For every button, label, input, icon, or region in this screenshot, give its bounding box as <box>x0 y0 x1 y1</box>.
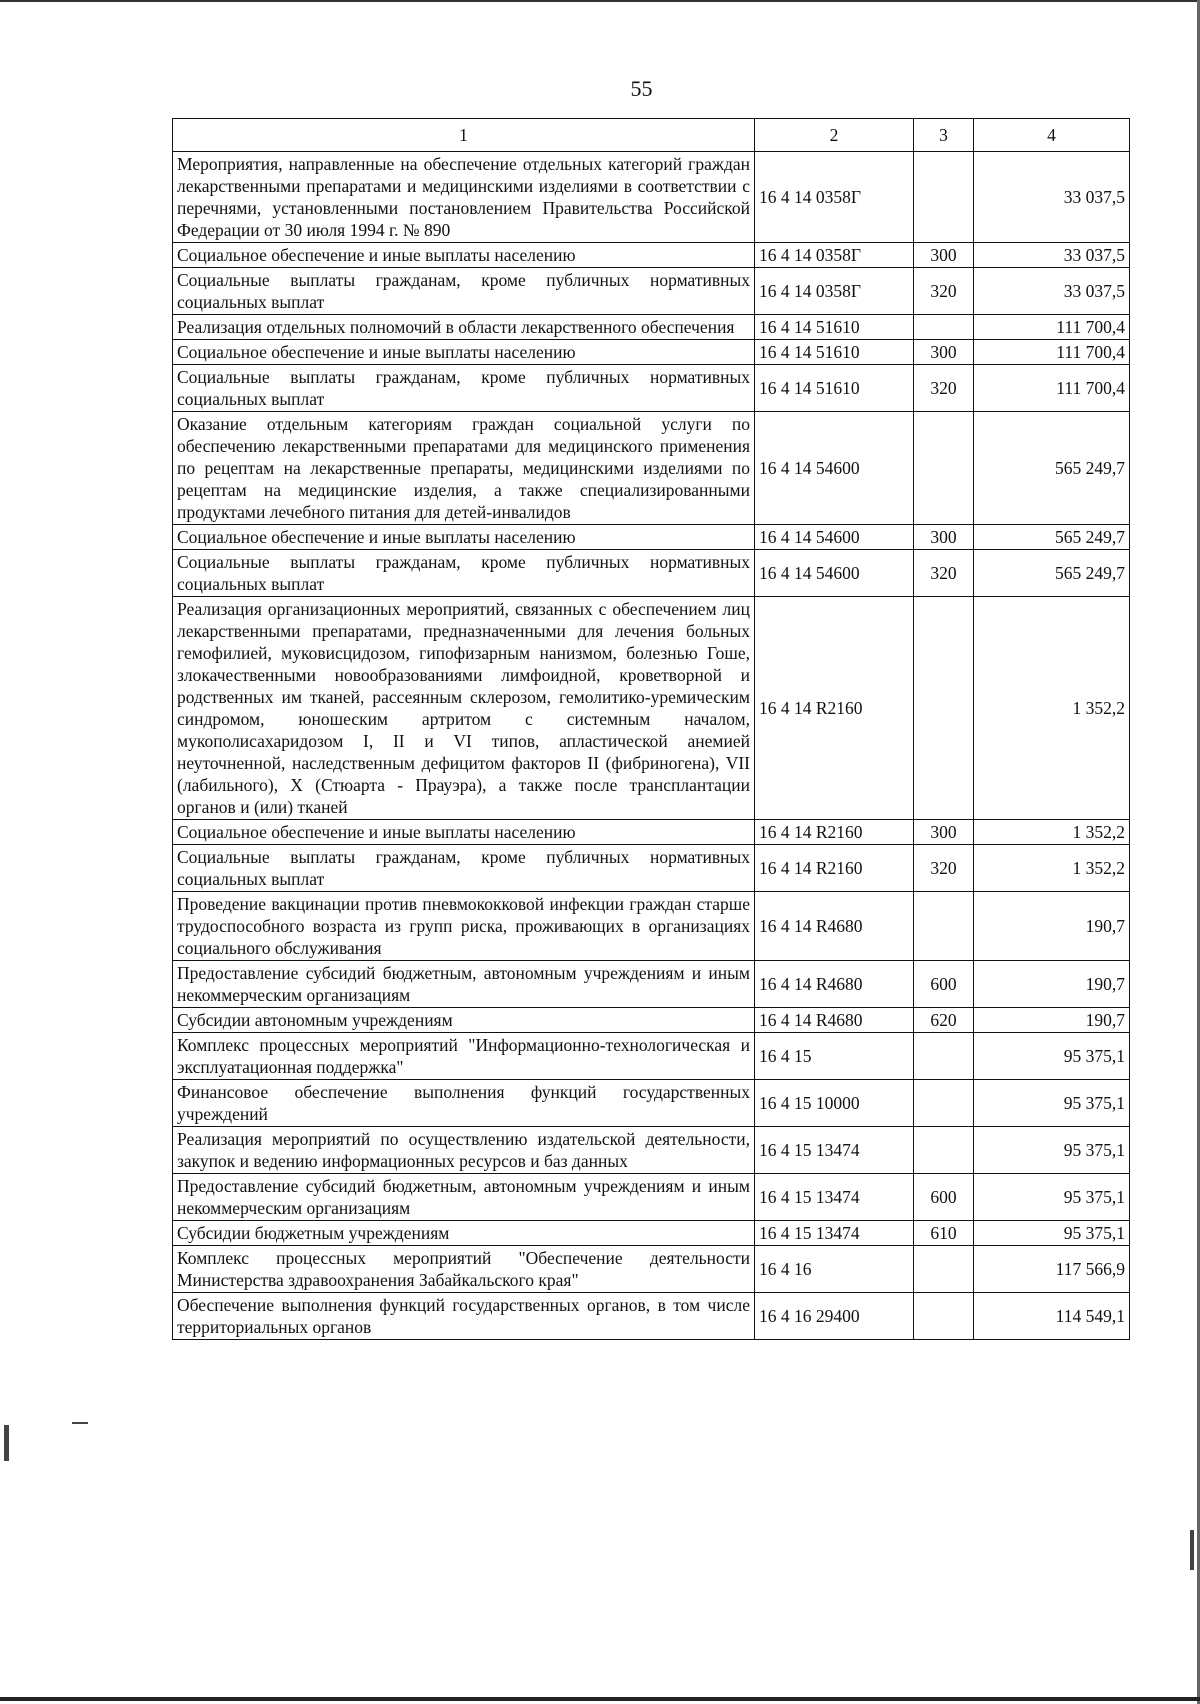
row-amount-cell: 95 375,1 <box>974 1080 1130 1127</box>
row-name-cell: Финансовое обеспечение выполнения функций государственных учреждений <box>173 1080 755 1127</box>
row-expense-type-cell <box>914 412 974 525</box>
row-amount-cell: 1 352,2 <box>974 597 1130 820</box>
row-code-cell: 16 4 14 51610 <box>755 315 914 340</box>
row-code-cell: 16 4 14 54600 <box>755 550 914 597</box>
scan-speck <box>4 1425 9 1461</box>
column-header: 2 <box>755 119 914 152</box>
row-name-cell: Социальные выплаты гражданам, кроме публичных нормативных социальных выплат <box>173 550 755 597</box>
row-amount-cell: 111 700,4 <box>974 315 1130 340</box>
row-code-cell: 16 4 14 R2160 <box>755 820 914 845</box>
page-number: 55 <box>630 76 653 101</box>
row-code-cell: 16 4 14 R4680 <box>755 892 914 961</box>
row-amount-cell: 190,7 <box>974 961 1130 1008</box>
row-amount-cell: 190,7 <box>974 1008 1130 1033</box>
row-name-cell: Социальные выплаты гражданам, кроме публичных нормативных социальных выплат <box>173 845 755 892</box>
row-amount-cell: 190,7 <box>974 892 1130 961</box>
row-code-cell: 16 4 15 <box>755 1033 914 1080</box>
row-amount-cell: 111 700,4 <box>974 340 1130 365</box>
row-code-cell: 16 4 16 29400 <box>755 1293 914 1340</box>
table-row <box>173 1080 1130 1127</box>
row-amount-cell: 1 352,2 <box>974 845 1130 892</box>
row-name-cell: Реализация организационных мероприятий, связанных с обеспечением лиц лекарственными препаратами, предназначенными для лечения больных гемофилией, муковисцидозом, гипофизарным нанизмом, болезнью Гоше, злокачественными новообразованиями лимфоидной, кроветворной и родственных им тканей, рассеянным склерозом, гемолитико-уремическим синдромом, юношеским артритом с системным началом, мукополисахаридозом I, II и VI типов, апластической анемией неуточненной, наследственным дефицитом факторов II (фибриногена), VII (лабильного), X (Стюарта - Прауэра), а также после трансплантации органов и (или) тканей <box>173 597 755 820</box>
row-amount-cell: 111 700,4 <box>974 365 1130 412</box>
row-expense-type-cell <box>914 1246 974 1293</box>
row-expense-type-cell: 600 <box>914 1174 974 1221</box>
table-row <box>173 597 1130 820</box>
row-amount-cell: 33 037,5 <box>974 152 1130 243</box>
row-name-cell: Комплекс процессных мероприятий "Информационно-технологическая и эксплуатационная поддержка" <box>173 1033 755 1080</box>
table-row <box>173 365 1130 412</box>
scan-border-bottom <box>0 1697 1200 1701</box>
table-row <box>173 550 1130 597</box>
row-code-cell: 16 4 15 13474 <box>755 1221 914 1246</box>
row-expense-type-cell: 320 <box>914 268 974 315</box>
row-expense-type-cell <box>914 597 974 820</box>
row-code-cell: 16 4 14 R2160 <box>755 845 914 892</box>
row-name-cell: Реализация мероприятий по осуществлению издательской деятельности, закупок и ведению информационных ресурсов и баз данных <box>173 1127 755 1174</box>
row-amount-cell: 95 375,1 <box>974 1221 1130 1246</box>
row-name-cell: Предоставление субсидий бюджетным, автономным учреждениям и иным некоммерческим организациям <box>173 961 755 1008</box>
row-expense-type-cell: 300 <box>914 820 974 845</box>
column-header: 3 <box>914 119 974 152</box>
row-name-cell: Проведение вакцинации против пневмококковой инфекции граждан старше трудоспособного возраста из групп риска, проживающих в организациях социального обслуживания <box>173 892 755 961</box>
row-expense-type-cell: 320 <box>914 365 974 412</box>
scan-speck <box>1190 1530 1194 1570</box>
row-code-cell: 16 4 15 10000 <box>755 1080 914 1127</box>
row-expense-type-cell: 320 <box>914 550 974 597</box>
row-expense-type-cell: 600 <box>914 961 974 1008</box>
row-code-cell: 16 4 15 13474 <box>755 1174 914 1221</box>
row-code-cell: 16 4 15 13474 <box>755 1127 914 1174</box>
column-header: 4 <box>974 119 1130 152</box>
row-amount-cell: 565 249,7 <box>974 525 1130 550</box>
row-expense-type-cell <box>914 1080 974 1127</box>
row-name-cell: Социальное обеспечение и иные выплаты населению <box>173 243 755 268</box>
table-row <box>173 1293 1130 1340</box>
row-amount-cell: 95 375,1 <box>974 1174 1130 1221</box>
scan-border-top <box>0 0 1200 2</box>
row-expense-type-cell: 300 <box>914 525 974 550</box>
row-expense-type-cell <box>914 1127 974 1174</box>
row-name-cell: Комплекс процессных мероприятий "Обеспечение деятельности Министерства здравоохранения Забайкальского края" <box>173 1246 755 1293</box>
row-amount-cell: 117 566,9 <box>974 1246 1130 1293</box>
row-name-cell: Субсидии бюджетным учреждениям <box>173 1221 755 1246</box>
table-row <box>173 820 1130 845</box>
row-name-cell: Социальное обеспечение и иные выплаты населению <box>173 340 755 365</box>
row-expense-type-cell <box>914 1033 974 1080</box>
row-code-cell: 16 4 14 51610 <box>755 365 914 412</box>
row-name-cell: Обеспечение выполнения функций государственных органов, в том числе территориальных органов <box>173 1293 755 1340</box>
row-expense-type-cell: 620 <box>914 1008 974 1033</box>
row-name-cell: Социальное обеспечение и иные выплаты населению <box>173 525 755 550</box>
table-row <box>173 340 1130 365</box>
row-amount-cell: 565 249,7 <box>974 412 1130 525</box>
row-code-cell: 16 4 14 R2160 <box>755 597 914 820</box>
row-code-cell: 16 4 14 54600 <box>755 412 914 525</box>
row-expense-type-cell <box>914 1293 974 1340</box>
table-row <box>173 961 1130 1008</box>
row-name-cell: Предоставление субсидий бюджетным, автономным учреждениям и иным некоммерческим организациям <box>173 1174 755 1221</box>
row-amount-cell: 95 375,1 <box>974 1033 1130 1080</box>
row-amount-cell: 95 375,1 <box>974 1127 1130 1174</box>
row-code-cell: 16 4 14 0358Г <box>755 243 914 268</box>
table-row <box>173 1008 1130 1033</box>
table-body <box>173 152 1130 1340</box>
row-code-cell: 16 4 14 51610 <box>755 340 914 365</box>
table-row <box>173 268 1130 315</box>
row-name-cell: Социальные выплаты гражданам, кроме публичных нормативных социальных выплат <box>173 268 755 315</box>
row-code-cell: 16 4 14 0358Г <box>755 268 914 315</box>
table-row <box>173 1246 1130 1293</box>
row-expense-type-cell: 610 <box>914 1221 974 1246</box>
row-expense-type-cell: 300 <box>914 243 974 268</box>
row-name-cell: Социальные выплаты гражданам, кроме публичных нормативных социальных выплат <box>173 365 755 412</box>
table-row <box>173 525 1130 550</box>
table-row <box>173 243 1130 268</box>
row-code-cell: 16 4 14 R4680 <box>755 961 914 1008</box>
table-row <box>173 892 1130 961</box>
row-name-cell: Реализация отдельных полномочий в области лекарственного обеспечения <box>173 315 755 340</box>
row-code-cell: 16 4 14 0358Г <box>755 152 914 243</box>
column-header: 1 <box>173 119 755 152</box>
table-row <box>173 315 1130 340</box>
budget-table <box>172 118 1130 1340</box>
row-amount-cell: 1 352,2 <box>974 820 1130 845</box>
table-row <box>173 1033 1130 1080</box>
row-name-cell: Оказание отдельным категориям граждан социальной услуги по обеспечению лекарственными препаратами для медицинского применения по рецептам на лекарственные препараты, медицинскими изделиями по рецептам на медицинские изделия, а также специализированными продуктами лечебного питания для детей-инвалидов <box>173 412 755 525</box>
table-row <box>173 845 1130 892</box>
row-expense-type-cell: 300 <box>914 340 974 365</box>
row-name-cell: Социальное обеспечение и иные выплаты населению <box>173 820 755 845</box>
row-name-cell: Субсидии автономным учреждениям <box>173 1008 755 1033</box>
scan-speck <box>72 1422 88 1424</box>
table-row <box>173 1127 1130 1174</box>
row-code-cell: 16 4 14 R4680 <box>755 1008 914 1033</box>
row-code-cell: 16 4 16 <box>755 1246 914 1293</box>
row-name-cell: Мероприятия, направленные на обеспечение отдельных категорий граждан лекарственными препаратами и медицинскими изделиями в соответствии с перечнями, установленными постановлением Правительства Российской Федерации от 30 июля 1994 г. № 890 <box>173 152 755 243</box>
row-amount-cell: 33 037,5 <box>974 268 1130 315</box>
row-amount-cell: 114 549,1 <box>974 1293 1130 1340</box>
row-expense-type-cell <box>914 315 974 340</box>
table-row <box>173 412 1130 525</box>
row-amount-cell: 33 037,5 <box>974 243 1130 268</box>
row-expense-type-cell <box>914 892 974 961</box>
row-amount-cell: 565 249,7 <box>974 550 1130 597</box>
row-code-cell: 16 4 14 54600 <box>755 525 914 550</box>
table-row <box>173 1174 1130 1221</box>
table-row <box>173 152 1130 243</box>
row-expense-type-cell: 320 <box>914 845 974 892</box>
table-row <box>173 1221 1130 1246</box>
table-header-row <box>173 119 1130 152</box>
row-expense-type-cell <box>914 152 974 243</box>
